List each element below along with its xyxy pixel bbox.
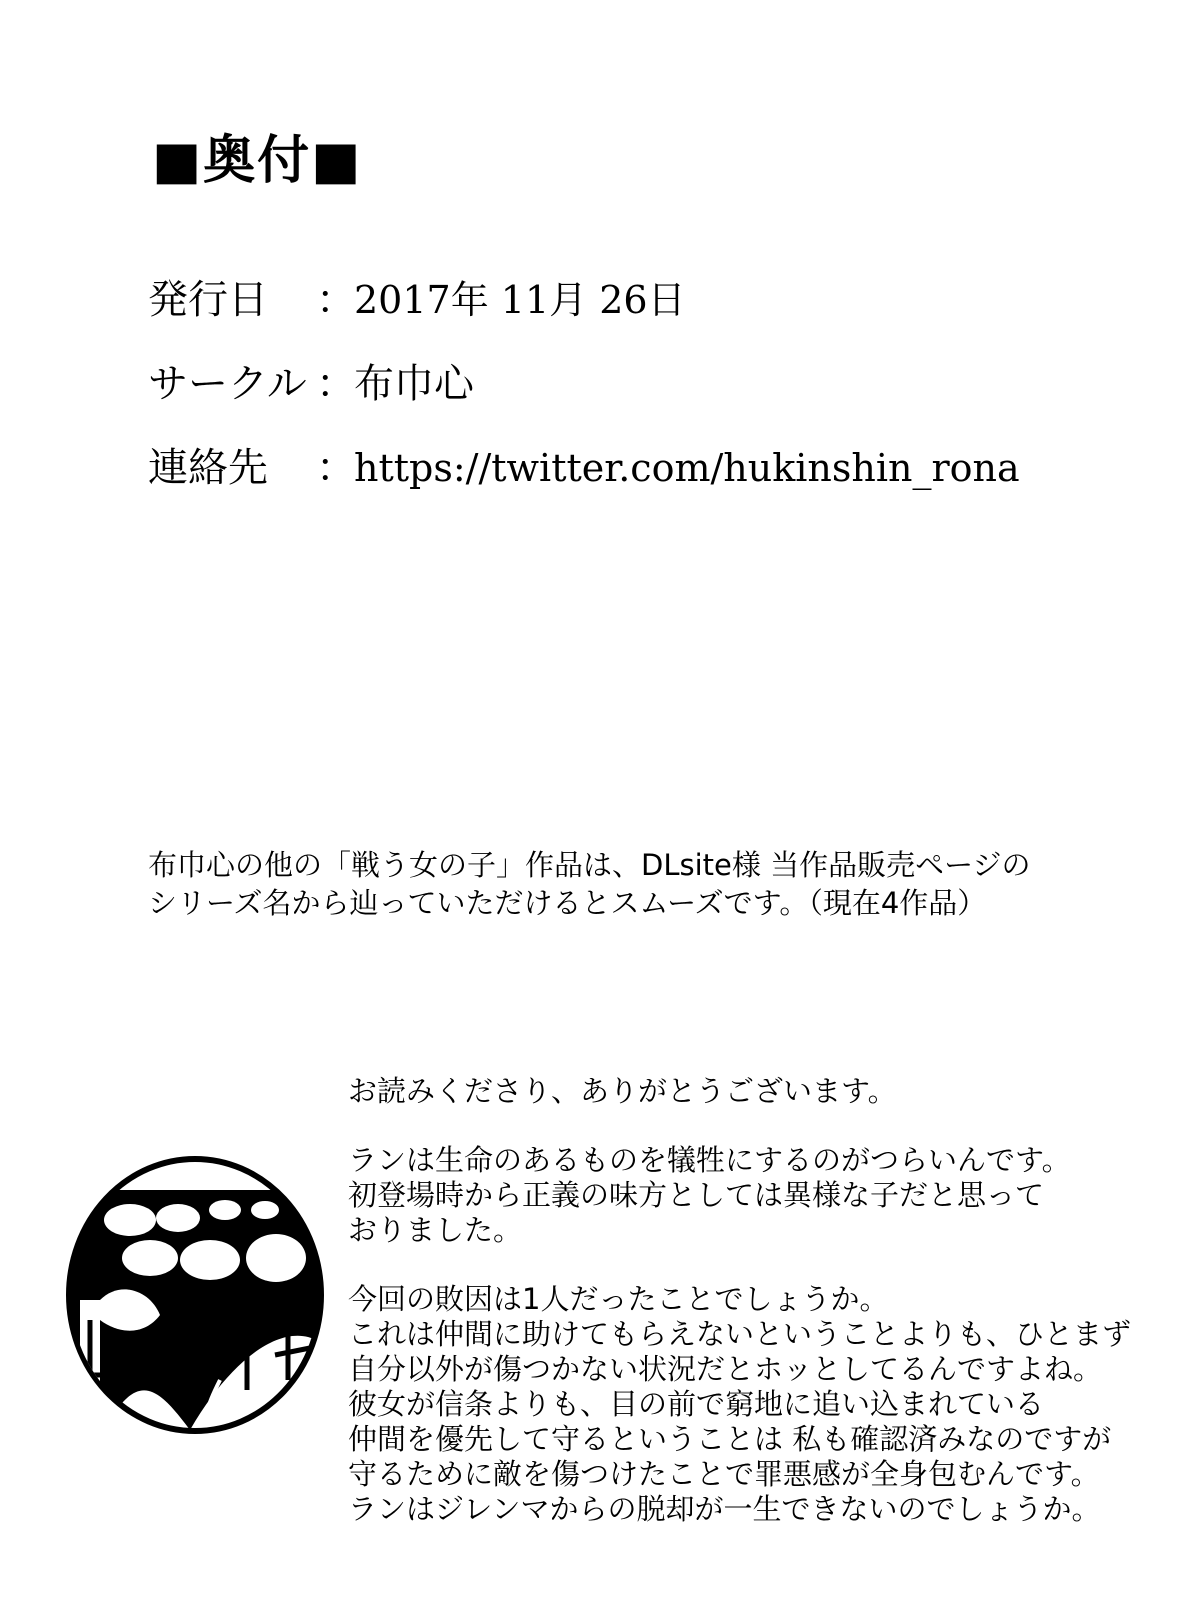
afterword-line: ランはジレンマからの脱却が一生できないのでしょうか。 [348, 1492, 1101, 1526]
circle-label: サークル [148, 361, 307, 407]
date-value: 2017年 11月 26日 [354, 278, 686, 322]
contact-link[interactable]: https://twitter.com/hukinshin_rona [354, 446, 1020, 490]
page-heading: ■奥付■ [152, 131, 363, 191]
afterword-line: 今回の敗因は1人だったことでしょうか。 [348, 1282, 889, 1316]
afterword-line: おりました。 [348, 1213, 523, 1247]
date-label: 発行日 [148, 277, 268, 323]
afterword-line: これは仲間に助けてもらえないということよりも、ひとまず [348, 1317, 1132, 1351]
series-note [148, 846, 1108, 922]
circle-separator: ： [316, 361, 356, 407]
afterword-paragraph [348, 1143, 1168, 1248]
afterword-line: 彼女が信条よりも、目の前で窮地に追い込まれている [348, 1387, 1045, 1421]
afterword-paragraph [348, 1074, 1168, 1109]
date-separator: ： [316, 277, 356, 323]
afterword-paragraph [348, 1282, 1168, 1527]
circle-logo-seal [60, 1150, 330, 1440]
afterword-line: 自分以外が傷つかない状況だとホッとしてるんですよね。 [348, 1352, 1103, 1386]
afterword-line: 初登場時から正義の味方としては異様な子だと思って [348, 1178, 1045, 1212]
afterword-line: ランは生命のあるものを犠牲にするのがつらいんです。 [348, 1143, 1071, 1177]
contact-separator: ： [316, 445, 356, 491]
series-note-line: 布巾心の他の「戦う女の子」作品は、DLsite様 当作品販売ページの [148, 848, 1031, 882]
afterword-line: 守るために敵を傷つけたことで罪悪感が全身包むんです。 [348, 1457, 1100, 1491]
circle-value: 布巾心 [354, 361, 474, 407]
afterword-line: お読みくださり、ありがとうございます。 [348, 1074, 897, 1108]
afterword-line: 仲間を優先して守るということは 私も確認済みなのですが [348, 1422, 1112, 1456]
afterword [348, 1074, 1168, 1561]
contact-label: 連絡先 [148, 445, 268, 491]
series-note-line: シリーズ名から辿っていただけるとスムーズです。（現在4作品） [148, 886, 987, 920]
